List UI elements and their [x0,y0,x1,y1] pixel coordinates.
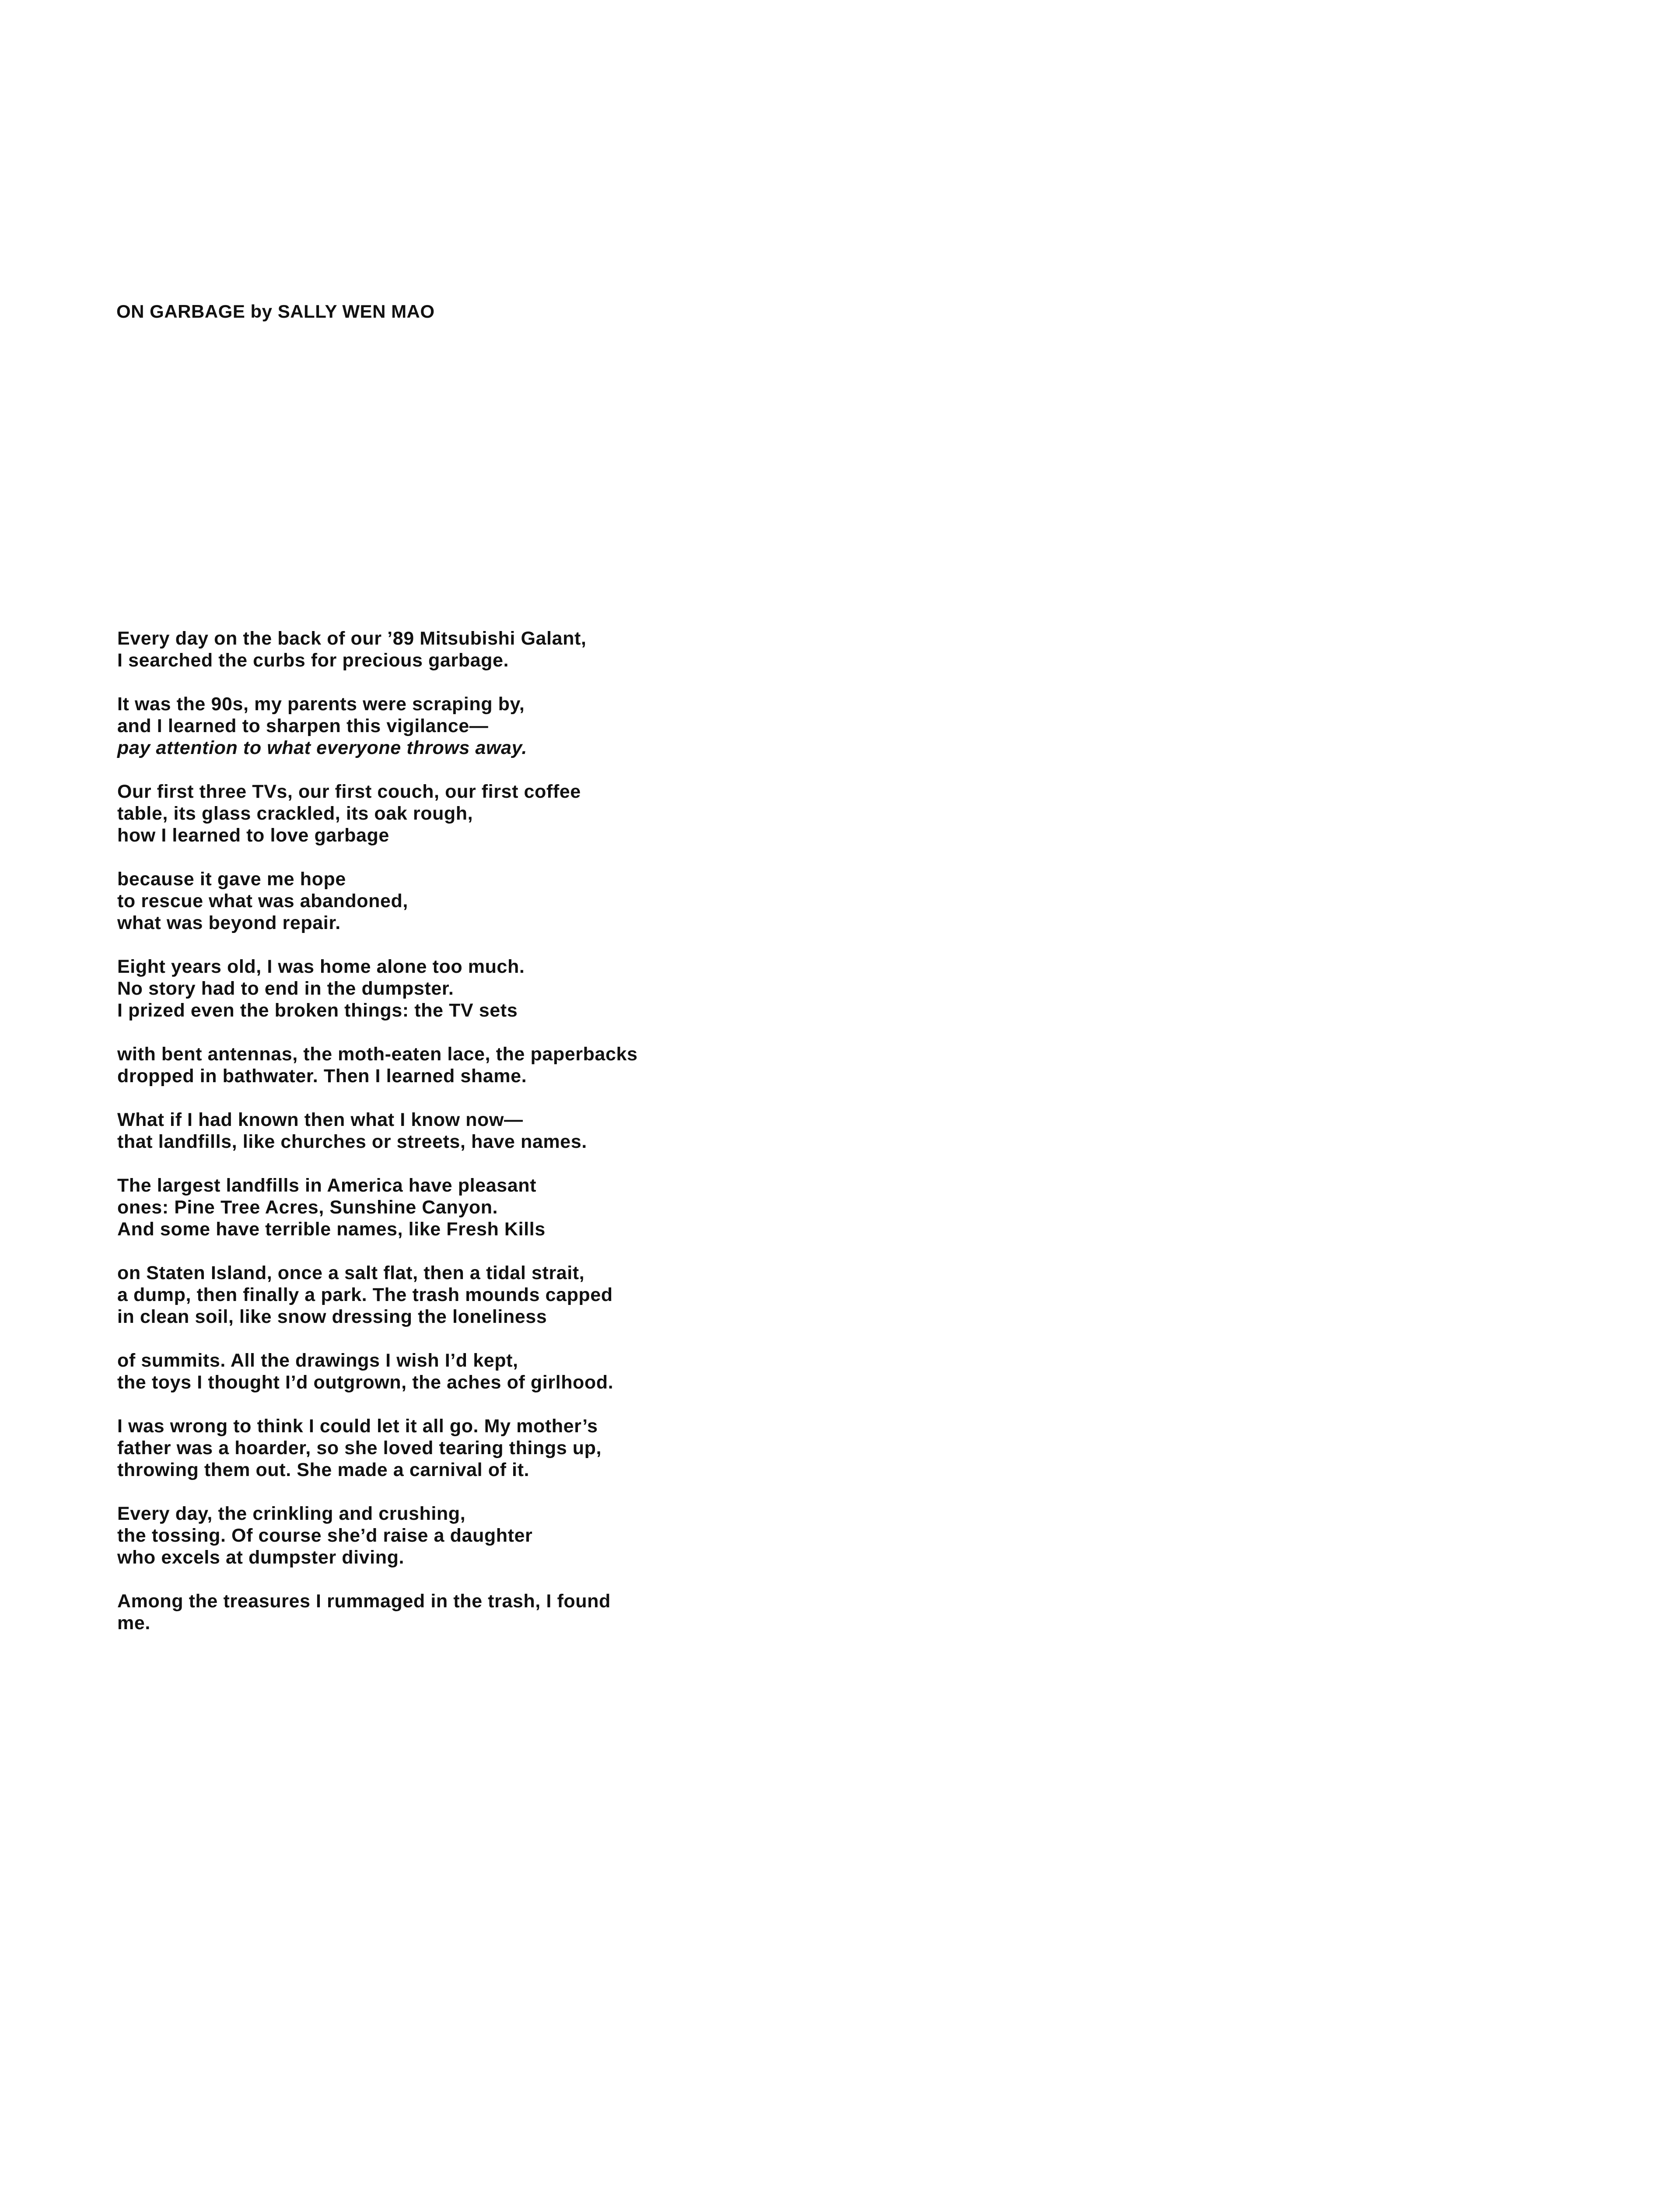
stanza-4 [117,868,1080,934]
poem-line: how I learned to love garbage [117,825,389,846]
poem-line: And some have terrible names, like Fresh Kills [117,1219,546,1240]
poem-line: ones: Pine Tree Acres, Sunshine Canyon. [117,1197,498,1218]
stanza-13 [117,1590,1080,1634]
poem-line: a dump, then finally a park. The trash mounds capped [117,1284,613,1305]
stanza-9 [117,1262,1080,1328]
poem-line: father was a hoarder, so she loved tearing things up, [117,1438,602,1459]
poem-line: who excels at dumpster diving. [117,1547,404,1568]
poem-line: with bent antennas, the moth-eaten lace, the paperbacks [117,1044,638,1065]
stanza-6 [117,1043,1080,1087]
poem-line: of summits. All the drawings I wish I’d kept, [117,1350,518,1371]
poem-line: Every day, the crinkling and crushing, [117,1503,466,1524]
poem-line: what was beyond repair. [117,912,341,933]
poem-body [117,628,1080,1656]
poem-line: in clean soil, like snow dressing the loneliness [117,1306,547,1327]
stanza-1 [117,628,1080,671]
poem-line: throwing them out. She made a carnival of it. [117,1459,530,1480]
poem-line: that landfills, like churches or streets, have names. [117,1131,587,1152]
poem-line: me. [117,1613,150,1634]
stanza-10 [117,1350,1080,1393]
poem-line: the tossing. Of course she’d raise a daughter [117,1525,533,1546]
stanza-12 [117,1503,1080,1568]
poem-line-italic: pay attention to what everyone throws away. [117,737,527,758]
poem-line: Eight years old, I was home alone too much. [117,956,525,977]
poem-line: No story had to end in the dumpster. [117,978,454,999]
poem-line: I prized even the broken things: the TV sets [117,1000,518,1021]
stanza-2 [117,693,1080,759]
poem-line: and I learned to sharpen this vigilance— [117,715,489,736]
poem-line: The largest landfills in America have pleasant [117,1175,536,1196]
poem-line: table, its glass crackled, its oak rough, [117,803,473,824]
poem-line: to rescue what was abandoned, [117,891,408,912]
poem-line: the toys I thought I’d outgrown, the aches of girlhood. [117,1372,614,1393]
poem-line: Among the treasures I rummaged in the trash, I found [117,1591,611,1612]
poem-line: What if I had known then what I know now— [117,1109,523,1130]
poem-title: ON GARBAGE by SALLY WEN MAO [116,301,435,322]
stanza-7 [117,1109,1080,1153]
poem-line: dropped in bathwater. Then I learned shame. [117,1066,527,1087]
stanza-8 [117,1175,1080,1240]
poem-line: I was wrong to think I could let it all go. My mother’s [117,1416,598,1437]
stanza-5 [117,956,1080,1021]
poem-line: on Staten Island, once a salt flat, then a tidal strait, [117,1262,585,1283]
poem-line: Every day on the back of our ’89 Mitsubishi Galant, [117,628,587,649]
poem-line: Our first three TVs, our first couch, our first coffee [117,781,581,802]
stanza-3 [117,781,1080,846]
poem-line: I searched the curbs for precious garbage. [117,650,509,671]
poem-line: It was the 90s, my parents were scraping by, [117,694,525,715]
stanza-11 [117,1415,1080,1481]
poem-line: because it gave me hope [117,869,346,890]
